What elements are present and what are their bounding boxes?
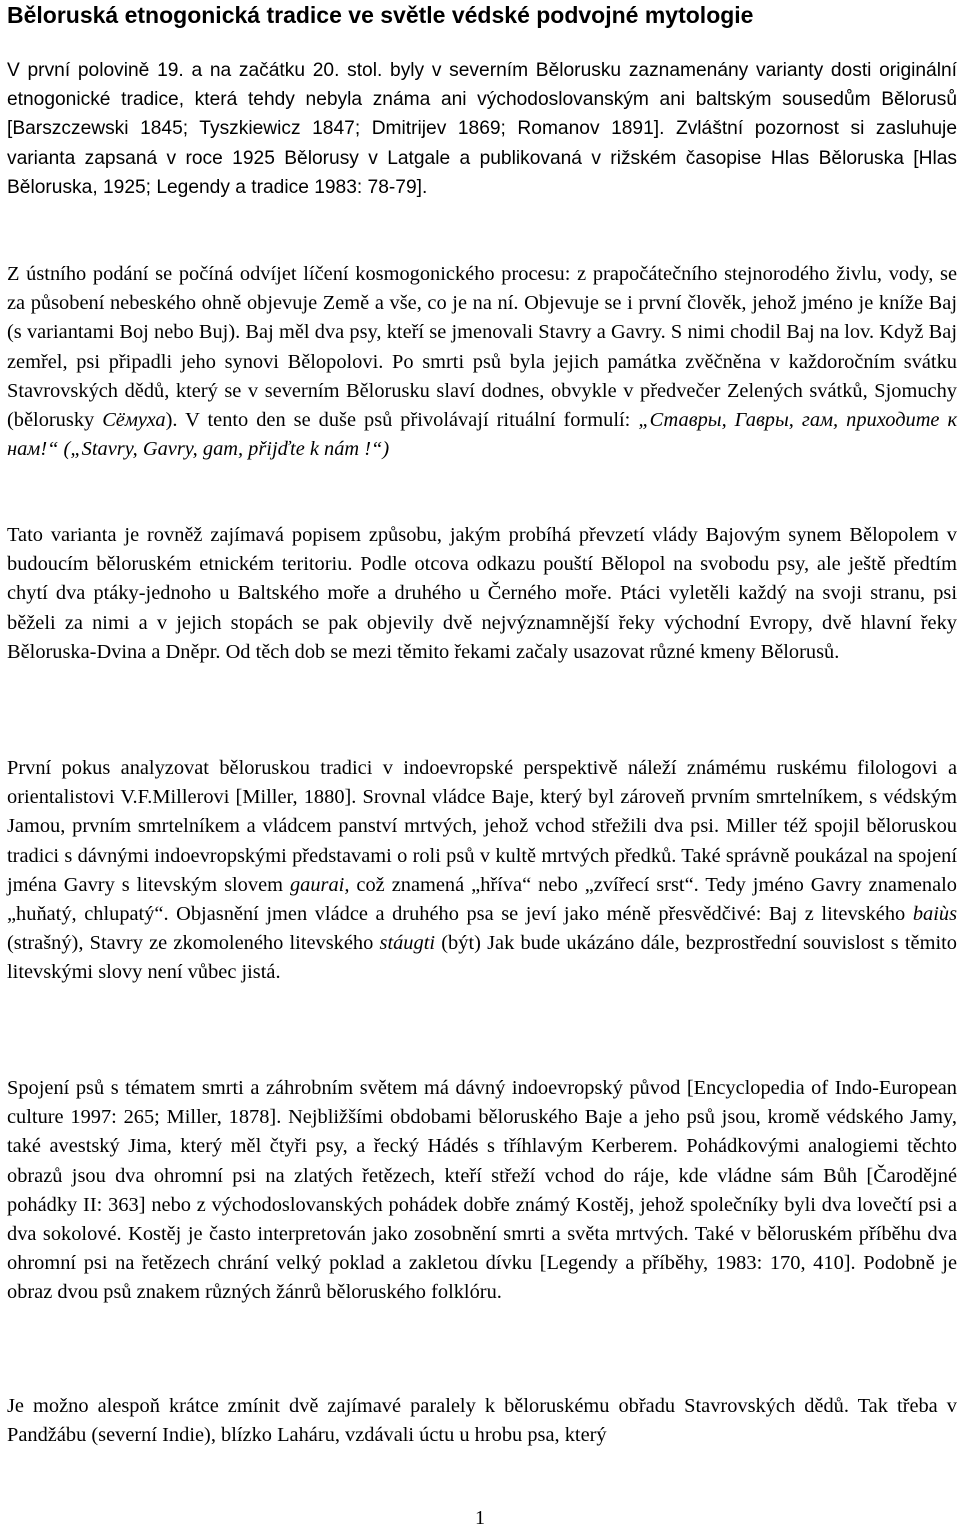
paragraph-6-text: Je možno alespoň krátce zmínit dvě zajímavé paralely k běloruskému obřadu Stavrovských dědů. Tak třeba v Pandžábu (severní Indie), blízko Laháru, vzdávali úctu u hrobu psa, který: [7, 1395, 957, 1447]
document-title: Běloruská etnogonická tradice ve světle védské podvojné mytologie: [7, 2, 754, 28]
paragraph-2-text: Z ústního podání se počíná odvíjet líčení kosmogonického procesu: z prapočátečního stejnorodého živlu, vody, se za působení nebeského ohně objevuje Země a vše, co je na ní. Objevuje se i první člověk, jehož jméno je kníže Baj (s variantami Boj nebo Buj). Baj měl dva psy, kteří se jmenovali Stavry a Gavry. S nimi chodil Baj na lov. Když Baj zemřel, psi připadli jeho synovi Bělopolovi. Po smrti psů byla jejich památka zvěčněna v každoročním svátku Stavrovských dědů, který se v severním Bělorusku slaví dodnes, obvykle v předvečer Zelených svátků, Sjomuchy (bělorusky: [7, 263, 957, 432]
paragraph-4-text: První pokus analyzovat běloruskou tradici v indoevropské perspektivě náleží známému ruskému filologovi a orientalistovi V.F.Millerovi [Miller, 1880]. Srovnal vládce Baje, který byl zároveň prvním smrtelníkem, s védským Jamou, prvním smrtelníkem a vládcem panství mrtvých, jehož vchod střežili dva psi. Miller též spojil běloruskou tradici s dávnými indoevropskými představami o roli psů v kultě mrtvých předků. Také správně poukázal na spojení jména Gavry s litevským slovem: [7, 757, 957, 896]
paragraph-4-text-cont: což znamená „hříva“ nebo „zvířecí srst“. Tedy jméno Gavry znamenalo „huňatý, chlupatý“. Objasnění jmen vládce a druhého psa se jeví jako méně přesvědčivé: Baj z litevského: [7, 873, 957, 926]
paragraph-4-italic-gaurai: gaurai,: [289, 873, 350, 896]
paragraph-1-text: V první polovině 19. a na začátku 20. stol. byly v severním Bělorusku zaznamenány varianty dosti originální etnogonické tradice, která tehdy nebyla známa ani východoslovanským ani baltským sousedům Bělorusů [Barszczewski 1845; Tyszkiewicz 1847; Dmitrijev 1869; Romanov 1891]. Zvláštní pozornost si zasluhuje varianta zapsaná v roce 1925 Bělorusy v Latgale a publikovaná v rižském časopise Hlas Běloruska [Hlas Běloruska, 1925; Legendy a tradice 1983: 78-79].: [7, 60, 957, 198]
paragraph-4-italic-baius: baiùs: [912, 903, 957, 926]
paragraph-2: [7, 260, 957, 464]
paragraph-2-text-cont: ). V tento den se duše psů přivolávají rituální formulí:: [165, 409, 639, 432]
paragraph-3-text: Tato varianta je rovněž zajímavá popisem způsobu, jakým probíhá převzetí vlády Bajovým synem Bělopolem v budoucím běloruském etnickém teritoriu. Podle otcova odkazu pouští Bělopol na svobodu psy, ale ještě předtím chytí dva ptáky-jednoho u Baltského moře a druhého u Černého moře. Ptáci vyletěli každý na svoji stranu, psi běželi za nimi a v jejich stopách se pak objevily dvě nejvýznamnější řeky východní Evropy, dvě hlavní řeky Běloruska-Dvina a Dněpr. Od těch dob se mezi těmito řekami začaly usazovat různé kmeny Bělorusů.: [7, 524, 957, 663]
paragraph-5-text: Spojení psů s tématem smrti a záhrobním světem má dávný indoevropský původ [Encyclopedia of Indo-European culture 1997: 265; Miller, 1878]. Nejbližšími obdobami běloruského Baje a jeho psů jsou, kromě védského Jamy, také avestský Jima, který měl čtyři psy, a řecký Hádés s tříhlavým Kerberem. Pohádkovými analogiemi těchto obrazů jsou dva ohromní psi na zlatých řetězech, kteří střeží vchod do ráje, kde vládne sám Bůh [Čarodějné pohádky II: 363] nebo z východoslovanských pohádek dobře známý Kostěj, jehož společníky byli dva lovečtí psi a dva sokolové. Kostěj je často interpretován jako zosobnění smrti a světa mrtvých. Také v běloruském příběhu dva ohromní psi na řetězech chrání velký poklad a zakletou dívku [Legendy a příběhy, 1983: 170, 410]. Podobně je obraz dvou psů znakem různých žánrů běloruského folklóru.: [7, 1077, 957, 1304]
paragraph-2-italic-formula: „Ставры, Гавры, гам, приходите к нам!“ („Stavry, Gavry, gam, přijďte k nám !“): [7, 409, 958, 461]
paragraph-3: [7, 521, 957, 667]
paragraph-5: [7, 1074, 957, 1308]
paragraph-4-text-cont-3: (být) Jak bude ukázáno dále, bezprostřední souvislost s těmito litevskými slovy není vůbec jistá.: [7, 932, 957, 984]
paragraph-2-italic-belarusian-word: Сёмуха: [102, 409, 166, 432]
paragraph-1: [7, 56, 957, 202]
paragraph-6: [7, 1392, 957, 1450]
paragraph-4-text-cont-2: (strašný), Stavry ze zkomoleného litevského: [7, 932, 380, 955]
paragraph-4: [7, 754, 957, 988]
paragraph-4-italic-staugti: stáugti: [379, 932, 436, 955]
page-number: 1: [475, 1507, 485, 1529]
